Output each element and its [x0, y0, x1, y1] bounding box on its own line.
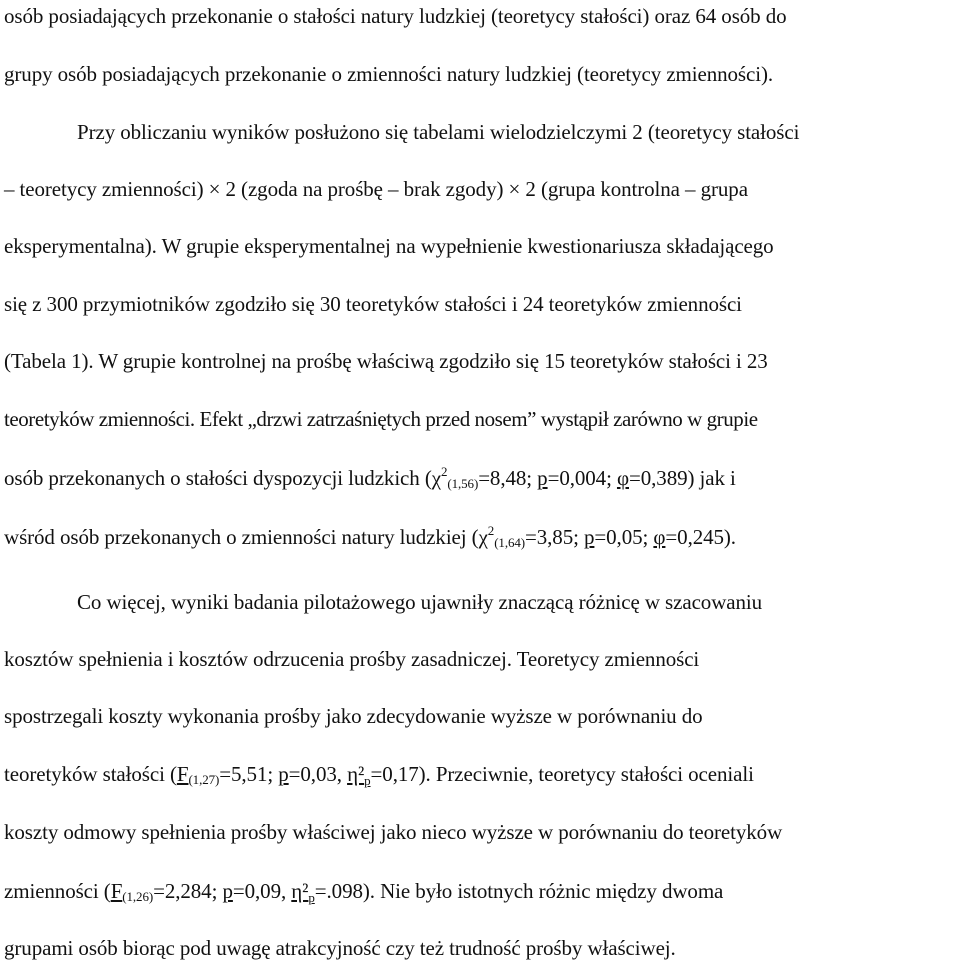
chi-value: =8,48; — [478, 466, 538, 490]
paragraph-first-line: Przy obliczaniu wyników posłużono się tabelami wielodzielczymi 2 (teoretycy stałości — [77, 120, 800, 144]
text-line: koszty odmowy spełnienia prośby właściwej jako nieco wyższe w porównaniu do teoretyków — [4, 820, 783, 844]
eta-value: =0,17). Przeciwnie, teoretycy stałości oceniali — [370, 762, 754, 786]
text-line: się z 300 przymiotników zgodziło się 30 teoretyków stałości i 24 teoretyków zmienności — [4, 292, 742, 316]
chi-symbol: χ — [478, 525, 488, 549]
p-symbol: p — [278, 762, 289, 786]
p-value: =0,09, — [232, 879, 292, 903]
text-line-chi-square-stats — [4, 464, 736, 491]
text-line-chi-square-stats — [4, 523, 736, 550]
phi-symbol: φ — [616, 466, 629, 490]
text-line: spostrzegali koszty wykonania prośby jako zdecydowanie wyższe w porównaniu do — [4, 704, 703, 728]
p-symbol: p — [584, 525, 595, 549]
f-symbol: F — [176, 762, 189, 786]
text-line: teoretyków zmienności. Efekt „drzwi zatrzaśniętych przed nosem” wystąpił zarówno w grupie — [4, 407, 758, 431]
eta-squared-symbol: η² — [347, 762, 365, 786]
text-line: eksperymentalna). W grupie eksperymentalnej na wypełnienie kwestionariusza składającego — [4, 234, 774, 258]
text-line: (Tabela 1). W grupie kontrolnej na prośbę właściwą zgodziło się 15 teoretyków stałości i 23 — [4, 349, 768, 373]
phi-symbol: φ — [653, 525, 666, 549]
p-symbol: p — [537, 466, 548, 490]
paragraph-first-line: Co więcej, wyniki badania pilotażowego ujawniły znaczącą różnicę w szacowaniu — [77, 590, 763, 614]
text-line-f-test-stats — [4, 762, 754, 788]
chi-degrees-of-freedom: (1,64) — [494, 535, 526, 550]
p-value: =0,05; — [594, 525, 654, 549]
text-segment: teoretyków stałości ( — [4, 762, 177, 786]
f-symbol: F — [110, 879, 123, 903]
p-value: =0,004; — [547, 466, 617, 490]
text-line: – teoretycy zmienności) × 2 (zgoda na prośbę – brak zgody) × 2 (grupa kontrolna – grupa — [4, 177, 748, 201]
phi-value: =0,245). — [665, 525, 736, 549]
f-value: =2,284; — [153, 879, 223, 903]
eta-value: =.098). Nie było istotnych różnic między dwoma — [314, 879, 724, 903]
text-segment: osób przekonanych o stałości dyspozycji ludzkich ( — [4, 466, 432, 490]
chi-value: =3,85; — [525, 525, 584, 549]
f-value: =5,51; — [219, 762, 279, 786]
text-line: grupy osób posiadających przekonanie o zmienności natury ludzkiej (teoretycy zmienności). — [4, 62, 774, 86]
text-line-f-test-stats — [4, 879, 724, 905]
eta-subscript: p — [364, 773, 371, 788]
f-degrees-of-freedom: (1,26) — [122, 889, 154, 904]
text-line: osób posiadających przekonanie o stałości natury ludzkiej (teoretycy stałości) oraz 64 osób do — [4, 4, 787, 28]
p-value: =0,03, — [288, 762, 348, 786]
text-line: grupami osób biorąc pod uwagę atrakcyjność czy też trudność prośby właściwej. — [4, 936, 676, 960]
eta-subscript: p — [308, 890, 315, 905]
text-line: kosztów spełnienia i kosztów odrzucenia prośby zasadniczej. Teoretycy zmienności — [4, 647, 700, 671]
phi-value: =0,389) jak i — [629, 466, 736, 490]
eta-squared-symbol: η² — [291, 879, 309, 903]
chi-superscript: 2 — [440, 464, 448, 479]
text-segment: zmienności ( — [4, 879, 111, 903]
chi-superscript: 2 — [487, 523, 495, 538]
chi-degrees-of-freedom: (1,56) — [447, 476, 479, 491]
p-symbol: p — [222, 879, 233, 903]
f-degrees-of-freedom: (1,27) — [188, 772, 220, 787]
text-segment: wśród osób przekonanych o zmienności natury ludzkiej ( — [4, 525, 479, 549]
chi-symbol: χ — [431, 466, 441, 490]
